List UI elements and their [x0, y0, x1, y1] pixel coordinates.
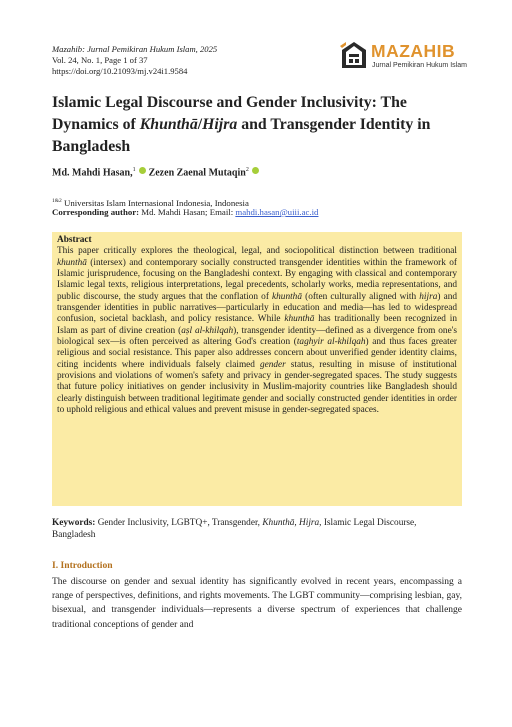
journal-logo	[340, 40, 465, 76]
mazahib-emblem-icon	[340, 40, 368, 70]
keywords	[52, 518, 462, 541]
keywords-segment: Islamic Legal Discourse, Bangladesh	[52, 518, 417, 540]
volume-info: Vol. 24, No. 1, Page 1 of 37	[52, 54, 148, 65]
keywords-segment: Gender Inclusivity, LGBTQ+, Transgender,	[95, 518, 263, 528]
abstract-segment: khunthā	[57, 257, 87, 268]
orcid-icon[interactable]	[139, 167, 146, 174]
abstract-segment: khunthā	[284, 314, 315, 325]
logo-wordmark: MAZAHIB	[371, 41, 456, 61]
abstract-segment: (intersex) and contemporary socially constructed transgender identities within the framework of Islamic jurisprudence, focusing on the Bangladeshi context. By engaging with classical and contemporary Islamic legal texts, religious interpretations, legal precedents, scholarly works, media representations, and public discourse, the study argues that the conflation of	[57, 257, 457, 302]
title-italic-hijra: Hijra	[202, 116, 238, 134]
title-text-2: and Transgender Identity in Bangladesh	[52, 116, 431, 156]
author-name: Zezen Zaenal Mutaqin	[148, 167, 246, 179]
abstract-segment: hijra	[419, 291, 438, 302]
logo-subtitle: Jurnal Pemikiran Hukum Islam	[372, 62, 467, 69]
corresponding-label: Corresponding author:	[52, 207, 140, 217]
abstract-heading: Abstract	[57, 235, 92, 245]
affiliation-sup: 1&2	[52, 198, 62, 204]
abstract-segment: (often culturally aligned with	[301, 291, 420, 302]
abstract-segment: status, resulting in misuse of institutional provisions and violations of women's safety and privacy in gender-segregated spaces. The study suggests that future policy initiatives on gender inclusivity in Muslim-majority countries like Bangladesh should clearly distinguish between traditional legitimate gender and socially constructed gender identities in order to uphold religious and ethical values and prevent misuse in gender-segregated spaces.	[57, 359, 458, 416]
corresponding-author	[52, 207, 318, 218]
doi-link[interactable]: https://doi.org/10.21093/mj.v24i1.9584	[52, 65, 188, 76]
section-heading: I. Introduction	[52, 560, 113, 571]
affiliation-text: Universitas Islam Internasional Indonesia, Indonesia	[61, 197, 249, 208]
journal-meta	[52, 44, 217, 76]
paper-title	[52, 92, 472, 159]
abstract-segment: ) and transgender identities in public narratives—particularly in education and media—has led to widespread confusion, societal backlash, and policy resistance. While	[57, 291, 457, 325]
abstract-segment: has traditionally been recognized in Islam as part of divine creation (	[57, 314, 457, 336]
keywords-label: Keywords:	[52, 518, 96, 528]
author-sup: 1	[132, 167, 136, 173]
abstract-body	[57, 246, 457, 416]
abstract-segment: aṣl al-khilqah	[181, 325, 234, 336]
author-name: Md. Mahdi Hasan,	[52, 167, 133, 179]
abstract-box	[52, 232, 462, 506]
author-sup: 2	[245, 167, 249, 173]
abstract-segment: This paper critically explores the theological, legal, and sociopolitical distinction between traditional	[57, 246, 457, 257]
abstract-segment: ) and thus faces greater religious and social resistance. This paper also addresses concern about unverified gender identity claims, citing incidents where individuals falsely claimed	[57, 337, 457, 370]
title-text-1: Islamic Legal Discourse and Gender Inclusivity: The Dynamics of	[52, 94, 407, 134]
orcid-icon[interactable]	[252, 167, 259, 174]
keywords-segment: Khunthā, Hijra,	[262, 518, 322, 528]
author-list	[52, 167, 259, 178]
abstract-segment: ), transgender identity—defined as a divergence from one's biological sex—is often perceived as altering God's creation (	[57, 325, 457, 348]
abstract-segment: khunthā	[272, 291, 302, 302]
title-italic-khuntha: Khunthā	[139, 116, 198, 134]
corresponding-text: Md. Mahdi Hasan; Email:	[139, 207, 236, 217]
abstract-segment: gender	[259, 359, 286, 370]
title-slash: /	[197, 116, 203, 134]
journal-name: Mazahib: Jurnal Pemikiran Hukum Islam, 2025	[52, 44, 218, 54]
email-link[interactable]: mahdi.hasan@uiii.ac.id	[235, 207, 319, 217]
abstract-segment: taghyir al-khilqah	[296, 337, 366, 348]
introduction-text: The discourse on gender and sexual identity has significantly evolved in recent years, encompassing a range of perspectives, definitions, and rights movements. The LGBT community—comprising lesbian, gay, bisexual, and transgender individuals—represents a diverse spectrum of experiences that challenge traditional conceptions of gender and	[52, 577, 462, 630]
